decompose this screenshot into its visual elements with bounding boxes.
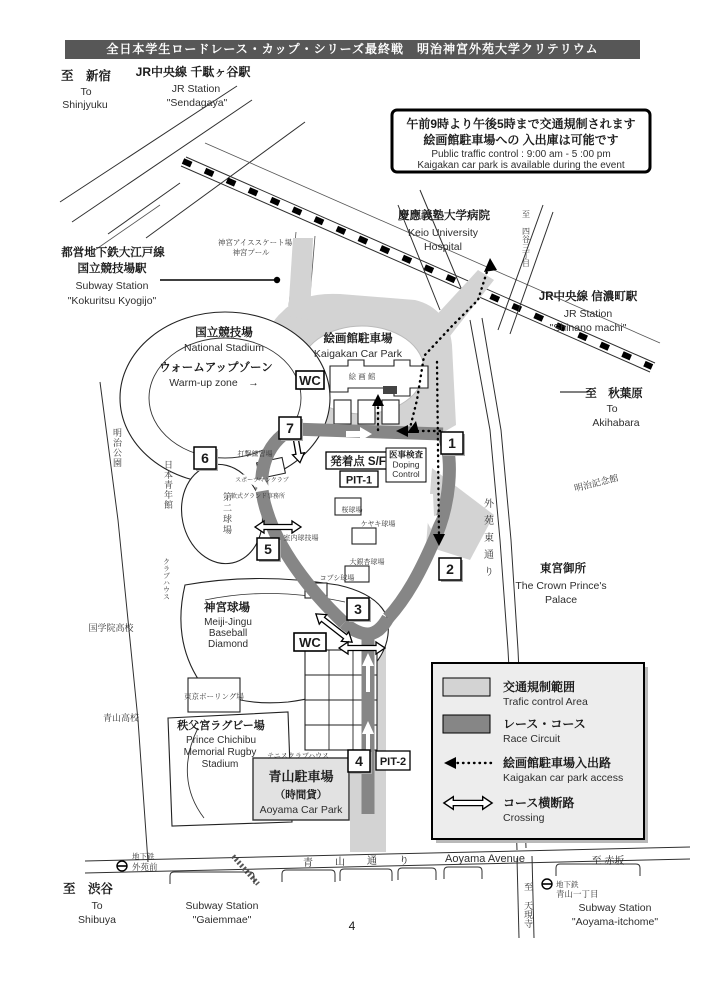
rugby-en3: Stadium xyxy=(201,759,239,770)
daini-kyujo-label: 第二球場 xyxy=(222,492,232,536)
aoyama-ave-char2: 山 xyxy=(335,857,345,868)
svg-text:7: 7 xyxy=(286,420,294,436)
aoyama-carpark-jp2: （時間貸） xyxy=(274,789,328,801)
pit1-label: PIT-1 xyxy=(345,474,373,487)
marker-7 xyxy=(279,417,303,441)
to-shinjuku-en2: Shinjyuku xyxy=(62,99,108,111)
aoyama1-en1: Subway Station xyxy=(578,902,652,914)
keio-en1: Keio University xyxy=(407,227,479,239)
sakura-label: 桜球場 xyxy=(341,507,363,514)
to-akasaka-label: 至 赤坂 xyxy=(591,856,625,867)
legend-crossing-en: Crossing xyxy=(503,812,545,824)
skate-label: 神宮アイススケート場 xyxy=(217,238,293,247)
gaiemmae-en2: "Gaiemmae" xyxy=(192,914,252,926)
svg-text:6: 6 xyxy=(201,450,209,466)
to-shinjuku-jp: 至 新宿 xyxy=(60,69,112,83)
aoyama-carpark-en: Aoyama Car Park xyxy=(259,804,343,816)
batting-label: 打撃練習場 xyxy=(237,451,273,458)
svg-text:1: 1 xyxy=(448,435,456,451)
to-tengenji-label: 至 天現寺 xyxy=(523,882,533,928)
kokuritsu-jp2: 国立競技場駅 xyxy=(77,263,147,275)
rugby-en1: Prince Chichibu xyxy=(185,735,257,746)
doping-en2: Control xyxy=(392,469,420,479)
legend-access-en: Kaigakan car park access xyxy=(503,772,624,784)
legend-access-jp: 絵画館駐車場入出路 xyxy=(503,756,612,770)
legend-traffic-jp: 交通規制範囲 xyxy=(503,680,576,694)
aoyama-itchome-station xyxy=(542,879,599,899)
sendagaya-en1: JR Station xyxy=(171,83,221,95)
legend-swatch-traffic xyxy=(443,678,490,696)
aoyama-ave-en: Aoyama Avenue xyxy=(445,853,525,865)
shinanomachi-en2: "Shinano machi" xyxy=(549,322,627,334)
to-shibuya-en1: To xyxy=(91,900,103,912)
tennis-label: テニスクラブハウス xyxy=(267,753,329,760)
aoyama-ave-char3: 通 xyxy=(367,856,377,867)
gaiemmae-metro-label: 地下鉄 xyxy=(132,852,155,861)
jingu-en1: Meiji-Jingu xyxy=(204,617,252,628)
doping-jp: 医事検査 xyxy=(388,449,424,460)
rugby-jp: 秩父宮ラグビー場 xyxy=(177,720,265,732)
shinanomachi-en1: JR Station xyxy=(563,308,613,320)
gaiemmae-jp-label: 外苑前 xyxy=(132,862,158,872)
warmup-jp: ウォームアップゾーン xyxy=(159,362,273,374)
bowling-label: 東京ボーリング場 xyxy=(184,692,244,701)
kobushi-label: コブシ球場 xyxy=(319,575,355,582)
pit2-label: PIT-2 xyxy=(379,756,407,768)
notice-jp1: 午前9時より午後5時まで交通規制されます xyxy=(406,117,636,131)
to-akihabara-en1: To xyxy=(606,403,618,415)
kaigakan-en: Kaigakan Car Park xyxy=(313,348,403,360)
notice-en2: Kaigakan car park is available during the event xyxy=(417,160,625,171)
wc-north-label: WC xyxy=(299,373,321,388)
marker-4 xyxy=(348,750,372,774)
traffic-notice-box xyxy=(392,110,650,172)
ground-office-label: 軟式グランド事務所 xyxy=(230,494,286,500)
indoor-label: 室内球技場 xyxy=(283,535,319,542)
to-shibuya-jp: 至 渋谷 xyxy=(62,882,114,896)
marker-5 xyxy=(257,538,281,562)
kokuritsu-en2: "Kokuritsu Kyogijo" xyxy=(67,295,157,307)
oicho-label: 大銀杏球場 xyxy=(349,559,385,566)
page-number: 4 xyxy=(348,919,356,933)
legend xyxy=(432,663,648,843)
to-akihabara-en2: Akihabara xyxy=(592,417,640,429)
legend-swatch-circuit xyxy=(443,715,490,733)
svg-text:2: 2 xyxy=(446,561,454,577)
keyaki-label: ケヤキ球場 xyxy=(360,521,396,528)
aoyama1-metro-label: 地下鉄 xyxy=(556,880,579,889)
aoyama-carpark-jp: 青山駐車場 xyxy=(268,769,334,784)
legend-circuit-en: Race Circuit xyxy=(503,733,561,745)
aoyama-ave-char4: り xyxy=(399,856,409,867)
sendagaya-jp: JR中央線 千駄ヶ谷駅 xyxy=(135,65,251,79)
shinanomachi-jp: JR中央線 信濃町駅 xyxy=(538,291,638,303)
aoyama-hs-label: 青山高校 xyxy=(102,713,140,723)
svg-text:5: 5 xyxy=(264,541,272,557)
to-akihabara-jp: 至 秋葉原 xyxy=(585,388,643,400)
legend-traffic-en: Trafic control Area xyxy=(503,696,588,708)
svg-text:3: 3 xyxy=(354,601,362,617)
sportsman-label: スポーツマンクラブ xyxy=(235,478,289,484)
jingu-en2: Baseball xyxy=(208,628,248,639)
aoyama1-en2: "Aoyama-itchome" xyxy=(571,916,659,928)
marker-6 xyxy=(194,447,218,471)
aoyama1-jp-label: 青山一丁目 xyxy=(556,889,599,899)
kokugakuin-label: 国学院高校 xyxy=(88,623,134,633)
keio-en2: Hospital xyxy=(424,241,462,253)
page-title: 全日本学生ロードレース・カップ・シリーズ最終戦 明治神宮外苑大学クリテリウム xyxy=(65,40,640,59)
rugby-en2: Memorial Rugby xyxy=(183,747,257,758)
wc-south-label: WC xyxy=(299,635,321,650)
crown-palace-en1: The Crown Prince's xyxy=(515,580,607,592)
kokuritsu-en1: Subway Station xyxy=(75,280,149,292)
keio-jp: 慶應義塾大学病院 xyxy=(398,210,490,222)
legend-circuit-jp: レース・コース xyxy=(503,717,586,731)
marker-2 xyxy=(439,558,463,582)
kaigakan-jp: 絵画館駐車場 xyxy=(323,333,393,345)
meiji-park-label: 明治公園 xyxy=(112,428,122,468)
kaigakan-building-label: 絵 画 館 xyxy=(348,372,376,381)
notice-en1: Public traffic control : 9:00 am - 5 :00 pm xyxy=(431,149,611,160)
sendagaya-en2: "Sendagaya" xyxy=(166,97,228,109)
jingu-en3: Diamond xyxy=(207,639,249,650)
gaiemmae-en1: Subway Station xyxy=(185,900,259,912)
to-shibuya-en2: Shibuya xyxy=(78,914,116,926)
warmup-en: Warm-up zone → xyxy=(169,377,259,389)
national-stadium-jp: 国立競技場 xyxy=(195,327,253,339)
pool-label: 神宮プール xyxy=(232,248,270,257)
svg-text:4: 4 xyxy=(355,753,363,769)
aoyama-ave-char1: 青 xyxy=(303,858,313,869)
clubhouse-label: クラブハウス xyxy=(162,558,170,600)
gaien-higashi-label: 外苑東通り xyxy=(481,498,493,583)
national-stadium-en: National Stadium xyxy=(184,342,264,354)
nihon-seinenkan-label: 日本青年館 xyxy=(163,460,173,510)
jingu-jp: 神宮球場 xyxy=(204,602,250,614)
kokuritsu-jp1: 都営地下鉄大江戸線 xyxy=(61,247,165,259)
to-shinjuku-en1: To xyxy=(80,86,92,98)
legend-crossing-jp: コース横断路 xyxy=(503,796,575,810)
marker-3 xyxy=(347,598,371,622)
doping-en1: Doping xyxy=(392,459,420,470)
meiji-kinenkan-label: 明治記念館 xyxy=(573,472,620,494)
to-yotsuya-label: 至 四谷三丁目 xyxy=(521,210,531,267)
crown-palace-en2: Palace xyxy=(544,594,578,606)
marker-1 xyxy=(441,432,465,456)
start-finish-label: 発着点 S/F xyxy=(330,456,386,468)
notice-jp2: 絵画館駐車場への 入出庫は可能です xyxy=(423,133,619,147)
crown-palace-jp: 東宮御所 xyxy=(540,563,586,575)
gaiemmae-station xyxy=(117,851,158,872)
